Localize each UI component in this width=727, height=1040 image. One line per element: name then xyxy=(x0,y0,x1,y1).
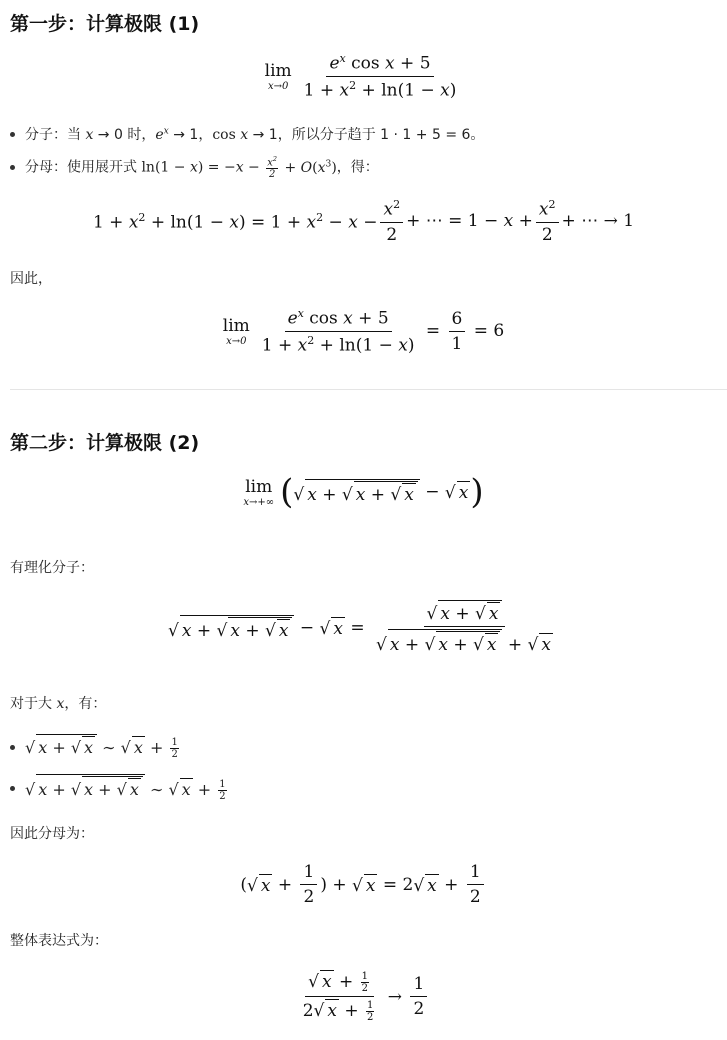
limit-1-result: lim x→0 $\frac{e^x \cos x + 5}{1 + x^2 + \ln(1 - x)}$ = $\frac{6}{1}$ = 6 xyxy=(222,307,505,356)
rationalized-expression: √ x + √ x + √ x − √ x = √ x + √ x √ x + √ x + √ x + √ x xyxy=(0,600,727,655)
denominator-is-text: 因此分母为： xyxy=(10,826,94,842)
limit-2-expression: lim x→+∞ ( √ x + √ x + √ x − √ x ) xyxy=(243,472,484,512)
denominator-expansion: $1 + x^2 + \ln(1 - x) = 1 + x^2 - x$ − $\frac{x^2}{2}$ + ⋯ = 1 − x + $\frac{x^2}{2}$ + ⋯ → 1 xyxy=(92,198,635,245)
approx-bullet-2: √ x + √ x + √ x ∼ √ x + $\frac{1}{2}$ xyxy=(10,774,229,802)
denominator-simplified: ( √ x + $\frac{1}{2}$ ) + √ x = 2 √ x + $\frac{1}{2}$ xyxy=(0,862,727,907)
denominator-bullet: 分母：使用展开式 ln(1 − x) = −x − $\frac{x^2}{2}$ + $O(x^3)$，得： xyxy=(10,155,379,180)
final-limit-expression: √ x + $\frac{1}{2}$ 2 √ x + $\frac{1}{2}$ → $\frac{1}{2}$ xyxy=(0,970,727,1023)
therefore-text-1: 因此， xyxy=(10,271,52,287)
whole-expression-text: 整体表达式为： xyxy=(10,933,108,949)
section-divider xyxy=(10,389,727,390)
step1-title: 第一步：计算极限 (1) xyxy=(10,13,200,35)
for-large-x-text: 对于大 x，有： xyxy=(10,696,107,712)
approx-bullet-1: √ x + √ x ∼ √ x + $\frac{1}{2}$ xyxy=(10,734,181,760)
numerator-bullet: 分子：当 x → 0 时，$e^x \to 1$，cos x → 1，所以分子趋于 1 · 1 + 5 = 6。 xyxy=(10,124,484,144)
limit-1-expression: lim x→0 $\frac{e^x \cos x + 5}{1 + x^2 + \ln(1 - x)}$ xyxy=(264,52,457,101)
rationalize-text: 有理化分子： xyxy=(10,560,94,576)
step2-title: 第二步：计算极限 (2) xyxy=(10,432,200,454)
